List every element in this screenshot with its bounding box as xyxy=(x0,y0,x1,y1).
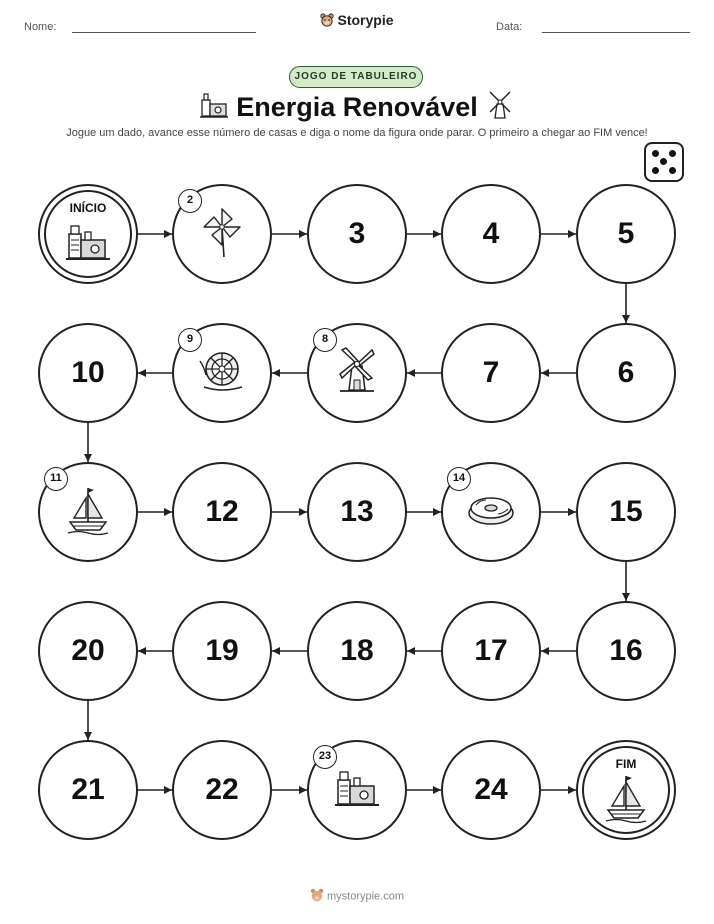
board-space-23 xyxy=(307,740,407,840)
board-space-17 xyxy=(441,601,541,701)
arrow-head xyxy=(164,230,172,238)
arrow-head xyxy=(541,369,549,377)
arrow-head xyxy=(164,508,172,516)
board-space-6 xyxy=(576,323,676,423)
windmill-icon xyxy=(485,90,515,122)
space-number-badge: 11 xyxy=(44,467,68,491)
arrow-head xyxy=(138,369,146,377)
windmill-icon xyxy=(334,346,380,401)
space-number: 10 xyxy=(71,356,105,389)
game-type-tag: JOGO DE TABULEIRO xyxy=(289,66,423,88)
bear-icon xyxy=(320,13,334,30)
start-label: INÍCIO xyxy=(69,201,107,215)
space-number: 20 xyxy=(71,634,105,667)
sailboat-icon xyxy=(602,772,650,829)
board-space-5 xyxy=(576,184,676,284)
space-number: 5 xyxy=(617,217,635,250)
board-space-4 xyxy=(441,184,541,284)
board-space-22 xyxy=(172,740,272,840)
arrow-head xyxy=(568,508,576,516)
arrow-head xyxy=(299,786,307,794)
arrow-head xyxy=(299,508,307,516)
space-number: 16 xyxy=(609,634,643,667)
arrow-head xyxy=(272,369,280,377)
arrow-head xyxy=(568,230,576,238)
space-number: 6 xyxy=(617,356,635,389)
footer-url[interactable]: mystorypie.com xyxy=(326,890,405,903)
bagel-icon xyxy=(464,490,518,535)
space-number: 17 xyxy=(474,634,508,667)
factory-icon xyxy=(65,220,111,269)
space-number: 22 xyxy=(205,773,239,806)
sailboat-icon xyxy=(64,484,112,541)
arrow-head xyxy=(568,786,576,794)
waterwheel-icon xyxy=(196,347,248,400)
arrow-head xyxy=(433,508,441,516)
board-space-12 xyxy=(172,462,272,562)
arrow-head xyxy=(164,786,172,794)
board-space-11 xyxy=(38,462,138,562)
arrow-head xyxy=(622,315,630,323)
name-label: Nome: xyxy=(24,21,57,33)
board-space-3 xyxy=(307,184,407,284)
space-number-badge: 9 xyxy=(178,328,202,352)
space-number: 21 xyxy=(71,773,105,806)
board-space-2 xyxy=(172,184,272,284)
space-number: 4 xyxy=(482,217,500,250)
finish-label: FIM xyxy=(615,757,637,771)
space-number-badge: 8 xyxy=(313,328,337,352)
board-space-24 xyxy=(441,740,541,840)
brand-logo xyxy=(0,12,714,30)
instructions: Jogue um dado, avance esse número de casas e diga o nome da figura onde parar. O primeiro a chegar ao FIM vence! xyxy=(66,127,648,139)
board-space-19 xyxy=(172,601,272,701)
space-number-badge: 14 xyxy=(447,467,471,491)
board-space-15 xyxy=(576,462,676,562)
board-space-14 xyxy=(441,462,541,562)
brand-name: Storypie xyxy=(337,12,394,28)
space-number: 15 xyxy=(609,495,643,528)
space-number: 18 xyxy=(340,634,374,667)
start-space xyxy=(38,184,138,284)
space-number: 7 xyxy=(482,356,500,389)
arrow-head xyxy=(407,369,415,377)
arrow-head xyxy=(622,593,630,601)
arrow-head xyxy=(541,647,549,655)
date-label: Data: xyxy=(496,21,523,33)
date-line[interactable] xyxy=(542,32,690,33)
board-space-8 xyxy=(307,323,407,423)
dice-icon xyxy=(644,142,684,182)
board-space-9 xyxy=(172,323,272,423)
space-number-badge: 23 xyxy=(313,745,337,769)
board-space-18 xyxy=(307,601,407,701)
board-space-10 xyxy=(38,323,138,423)
bear-icon xyxy=(310,888,324,905)
arrow-head xyxy=(299,230,307,238)
space-number: 12 xyxy=(205,495,239,528)
arrow-head xyxy=(272,647,280,655)
finish-space xyxy=(576,740,676,840)
arrow-head xyxy=(84,732,92,740)
space-number: 19 xyxy=(205,634,239,667)
board-space-21 xyxy=(38,740,138,840)
space-number: 13 xyxy=(340,495,374,528)
board-space-7 xyxy=(441,323,541,423)
arrow-head xyxy=(433,230,441,238)
space-number-badge: 2 xyxy=(178,189,202,213)
arrow-head xyxy=(84,454,92,462)
factory-icon xyxy=(334,766,380,815)
space-number: 3 xyxy=(348,217,366,250)
name-line[interactable] xyxy=(72,32,256,33)
page-title: Energia Renovável xyxy=(236,92,478,122)
footer xyxy=(0,888,714,905)
arrow-head xyxy=(138,647,146,655)
arrow-head xyxy=(407,647,415,655)
board-space-20 xyxy=(38,601,138,701)
arrow-head xyxy=(433,786,441,794)
board-space-16 xyxy=(576,601,676,701)
pinwheel-icon xyxy=(200,205,244,264)
space-number: 24 xyxy=(474,773,508,806)
board-space-13 xyxy=(307,462,407,562)
